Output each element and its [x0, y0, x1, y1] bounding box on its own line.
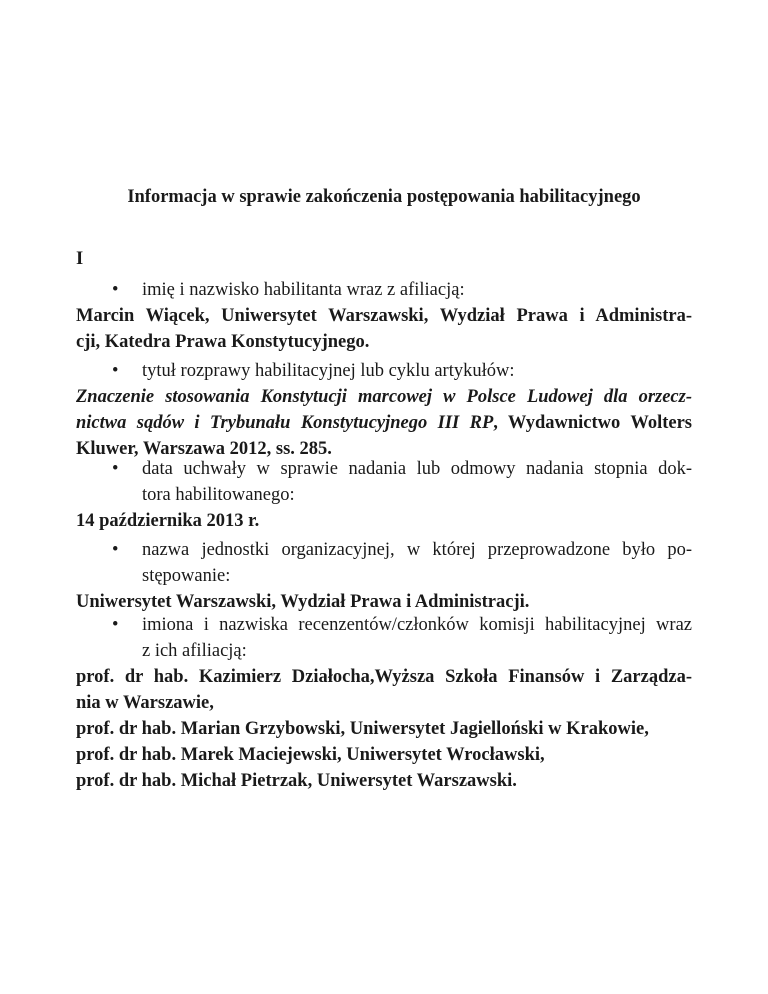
- item-label: imię i nazwisko habilitanta wraz z afiliacją:: [142, 280, 465, 300]
- item-resolution-date: [76, 456, 692, 534]
- value-line: 14 października 2013 r.: [76, 511, 260, 531]
- item-label-row: [76, 612, 692, 664]
- item-label: imiona i nazwiska recenzentów/członków komisji habilitacyjnej wraz: [142, 615, 692, 635]
- item-value: [76, 664, 692, 794]
- bullet-icon: •: [112, 540, 119, 560]
- item-dissertation-title: [76, 358, 692, 462]
- reviewer-line: prof. dr hab. Marian Grzybowski, Uniwersytet Jagielloński w Krakowie,: [76, 719, 649, 739]
- dissertation-title-line: nictwa sądów i Trybunału Konstytucyjnego III RP: [76, 413, 494, 433]
- item-label: z ich afiliacją:: [142, 641, 247, 661]
- item-label: tora habilitowanego:: [142, 485, 295, 505]
- item-label-row: [76, 358, 692, 384]
- value-line: cji, Katedra Prawa Konstytucyjnego.: [76, 332, 370, 352]
- reviewer-line: nia w Warszawie,: [76, 693, 214, 713]
- item-label: stępowanie:: [142, 566, 231, 586]
- item-label: tytuł rozprawy habilitacyjnej lub cyklu artykułów:: [142, 361, 515, 381]
- value-line: Uniwersytet Warszawski, Wydział Prawa i Administracji.: [76, 592, 530, 612]
- item-label-row: [76, 277, 692, 303]
- document-page: [76, 0, 692, 994]
- item-value: [76, 303, 692, 355]
- item-organizational-unit: [76, 537, 692, 615]
- section-number: I: [76, 249, 84, 269]
- value-line: Marcin Wiącek, Uniwersytet Warszawski, Wydział Prawa i Administra-: [76, 306, 692, 326]
- item-reviewers: [76, 612, 692, 794]
- document-title: Informacja w sprawie zakończenia postępowania habilitacyjnego: [127, 187, 641, 207]
- reviewer-line: prof. dr hab. Kazimierz Działocha,Wyższa Szkoła Finansów i Zarządza-: [76, 667, 692, 687]
- dissertation-title-line: Znaczenie stosowania Konstytucji marcowej w Polsce Ludowej dla orzecz-: [76, 387, 692, 407]
- item-habilitant: [76, 277, 692, 355]
- item-label: data uchwały w sprawie nadania lub odmowy nadania stopnia dok-: [142, 459, 692, 479]
- reviewer-line: prof. dr hab. Marek Maciejewski, Uniwersytet Wrocławski,: [76, 745, 545, 765]
- value-line: Kluwer, Warszawa 2012, ss. 285.: [76, 439, 332, 459]
- item-label-row: [76, 537, 692, 589]
- bullet-icon: •: [112, 280, 119, 300]
- item-label-row: [76, 456, 692, 508]
- reviewer-line: prof. dr hab. Michał Pietrzak, Uniwersytet Warszawski.: [76, 771, 517, 791]
- bullet-icon: •: [112, 615, 119, 635]
- bullet-icon: •: [112, 361, 119, 381]
- item-label: nazwa jednostki organizacyjnej, w której przeprowadzone było po-: [142, 540, 692, 560]
- publisher-text: , Wydawnictwo Wolters: [493, 413, 692, 433]
- item-value: [76, 384, 692, 462]
- item-value: [76, 508, 692, 534]
- bullet-icon: •: [112, 459, 119, 479]
